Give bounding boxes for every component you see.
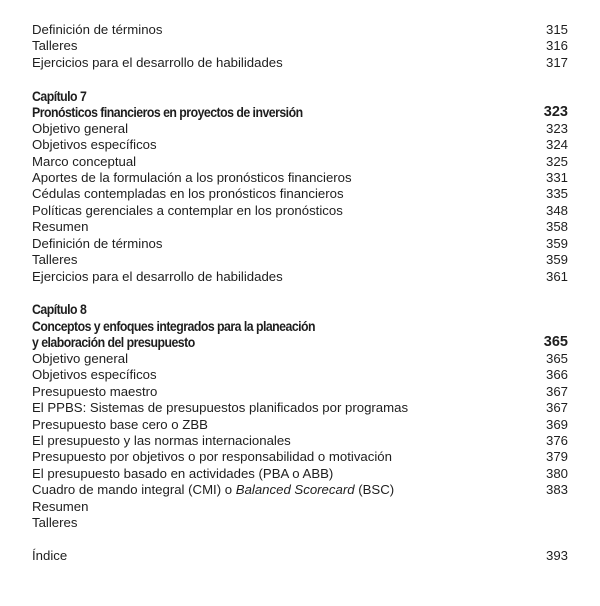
toc-entry[interactable]	[32, 38, 568, 54]
entry-title: Resumen	[32, 498, 89, 514]
chapter-7-title-row[interactable]	[32, 104, 568, 120]
chapter-8-title-row[interactable]	[32, 334, 568, 350]
entry-title: Definición de términos	[32, 22, 163, 37]
chapter-8-page: 365	[543, 334, 568, 351]
entry-title: Objetivo general	[32, 120, 129, 136]
toc-entry[interactable]	[32, 499, 568, 515]
entry-page: 366	[545, 367, 568, 383]
entry-title: Aportes de la formulación a los pronósticos financieros	[32, 169, 352, 185]
entry-page: 369	[545, 416, 568, 432]
toc-entry[interactable]	[32, 55, 568, 71]
toc-entry[interactable]	[32, 515, 568, 531]
entry-page: 331	[545, 169, 568, 185]
table-of-contents	[32, 22, 568, 564]
toc-entry-bsc[interactable]	[32, 482, 568, 498]
entry-title: Resumen	[32, 219, 89, 235]
entry-page: 359	[545, 235, 568, 251]
entry-title: Ejercicios para el desarrollo de habilidades	[32, 268, 283, 284]
index-title: Índice	[32, 548, 68, 563]
toc-entry[interactable]	[32, 219, 568, 235]
entry-page: 376	[545, 432, 568, 448]
chapter-8-tail-entries	[32, 499, 568, 532]
entry-page: 324	[545, 137, 568, 153]
entry-page: 323	[545, 120, 568, 136]
toc-entry[interactable]	[32, 203, 568, 219]
entry-title: El presupuesto y las normas internacionales	[32, 432, 291, 448]
entry-page: 367	[545, 383, 568, 399]
entry-page: 348	[545, 202, 568, 218]
toc-entry[interactable]	[32, 466, 568, 482]
entry-title: Objetivos específicos	[32, 137, 157, 153]
chapter-7-label: Capítulo 7	[32, 87, 87, 104]
toc-entry[interactable]	[32, 351, 568, 367]
entry-title: Objetivo general	[32, 350, 129, 366]
toc-entry[interactable]	[32, 236, 568, 252]
chapter-7-entries	[32, 121, 568, 285]
entry-title: Presupuesto maestro	[32, 383, 158, 399]
chapter-8-title-line2: y elaboración del presupuesto	[32, 334, 195, 351]
toc-entry[interactable]	[32, 433, 568, 449]
entry-page: 361	[545, 268, 568, 284]
entry-page: 315	[545, 22, 568, 37]
toc-entry[interactable]	[32, 186, 568, 202]
entry-title: El PPBS: Sistemas de presupuestos planificados por programas	[32, 400, 409, 416]
chapter-8-title-line1[interactable]: Conceptos y enfoques integrados para la planeación	[32, 317, 316, 334]
entry-page: 325	[545, 153, 568, 169]
entry-title: Cédulas contempladas en los pronósticos financieros	[32, 186, 344, 202]
toc-entry[interactable]	[32, 417, 568, 433]
index-page: 393	[545, 548, 568, 563]
entry-page: 359	[545, 252, 568, 268]
toc-entry[interactable]	[32, 449, 568, 465]
entry-title: Presupuesto base cero o ZBB	[32, 416, 208, 432]
entry-page: 317	[545, 54, 568, 70]
entry-title: Talleres	[32, 38, 78, 54]
entry-page: 379	[545, 449, 568, 465]
entry-page: 335	[545, 186, 568, 202]
entry-page: 365	[545, 350, 568, 366]
toc-entry[interactable]	[32, 252, 568, 268]
toc-entry[interactable]	[32, 367, 568, 383]
entry-page: 383	[545, 482, 568, 498]
entry-title: El presupuesto basado en actividades (PBA o ABB)	[32, 465, 334, 481]
entry-title: Presupuesto por objetivos o por responsabilidad o motivación	[32, 449, 392, 465]
entry-title: Objetivos específicos	[32, 367, 157, 383]
entry-title: Definición de términos	[32, 235, 163, 251]
toc-entry[interactable]	[32, 22, 568, 38]
entry-page: 316	[545, 38, 568, 54]
entry-page: 358	[545, 219, 568, 235]
toc-entry[interactable]	[32, 137, 568, 153]
chapter-7-title: Pronósticos financieros en proyectos de inversión	[32, 104, 303, 121]
toc-entry[interactable]	[32, 170, 568, 186]
toc-entry-index[interactable]	[32, 548, 568, 564]
entry-title: Ejercicios para el desarrollo de habilidades	[32, 54, 283, 70]
previous-chapter-entries	[32, 22, 568, 71]
entry-title: Políticas gerenciales a contemplar en los pronósticos	[32, 202, 343, 218]
toc-entry[interactable]	[32, 269, 568, 285]
chapter-7-page: 323	[543, 104, 568, 121]
entry-page: 367	[545, 400, 568, 416]
toc-entry[interactable]	[32, 400, 568, 416]
toc-entry[interactable]	[32, 121, 568, 137]
chapter-8-label: Capítulo 8	[32, 301, 87, 318]
chapter-8-entries	[32, 351, 568, 483]
toc-entry[interactable]	[32, 384, 568, 400]
entry-title: Cuadro de mando integral (CMI) o Balanced Scorecard (BSC)	[32, 482, 395, 498]
entry-title: Talleres	[32, 252, 78, 268]
entry-title: Talleres	[32, 515, 78, 531]
toc-entry[interactable]	[32, 154, 568, 170]
entry-title: Marco conceptual	[32, 153, 137, 169]
entry-page: 380	[545, 465, 568, 481]
